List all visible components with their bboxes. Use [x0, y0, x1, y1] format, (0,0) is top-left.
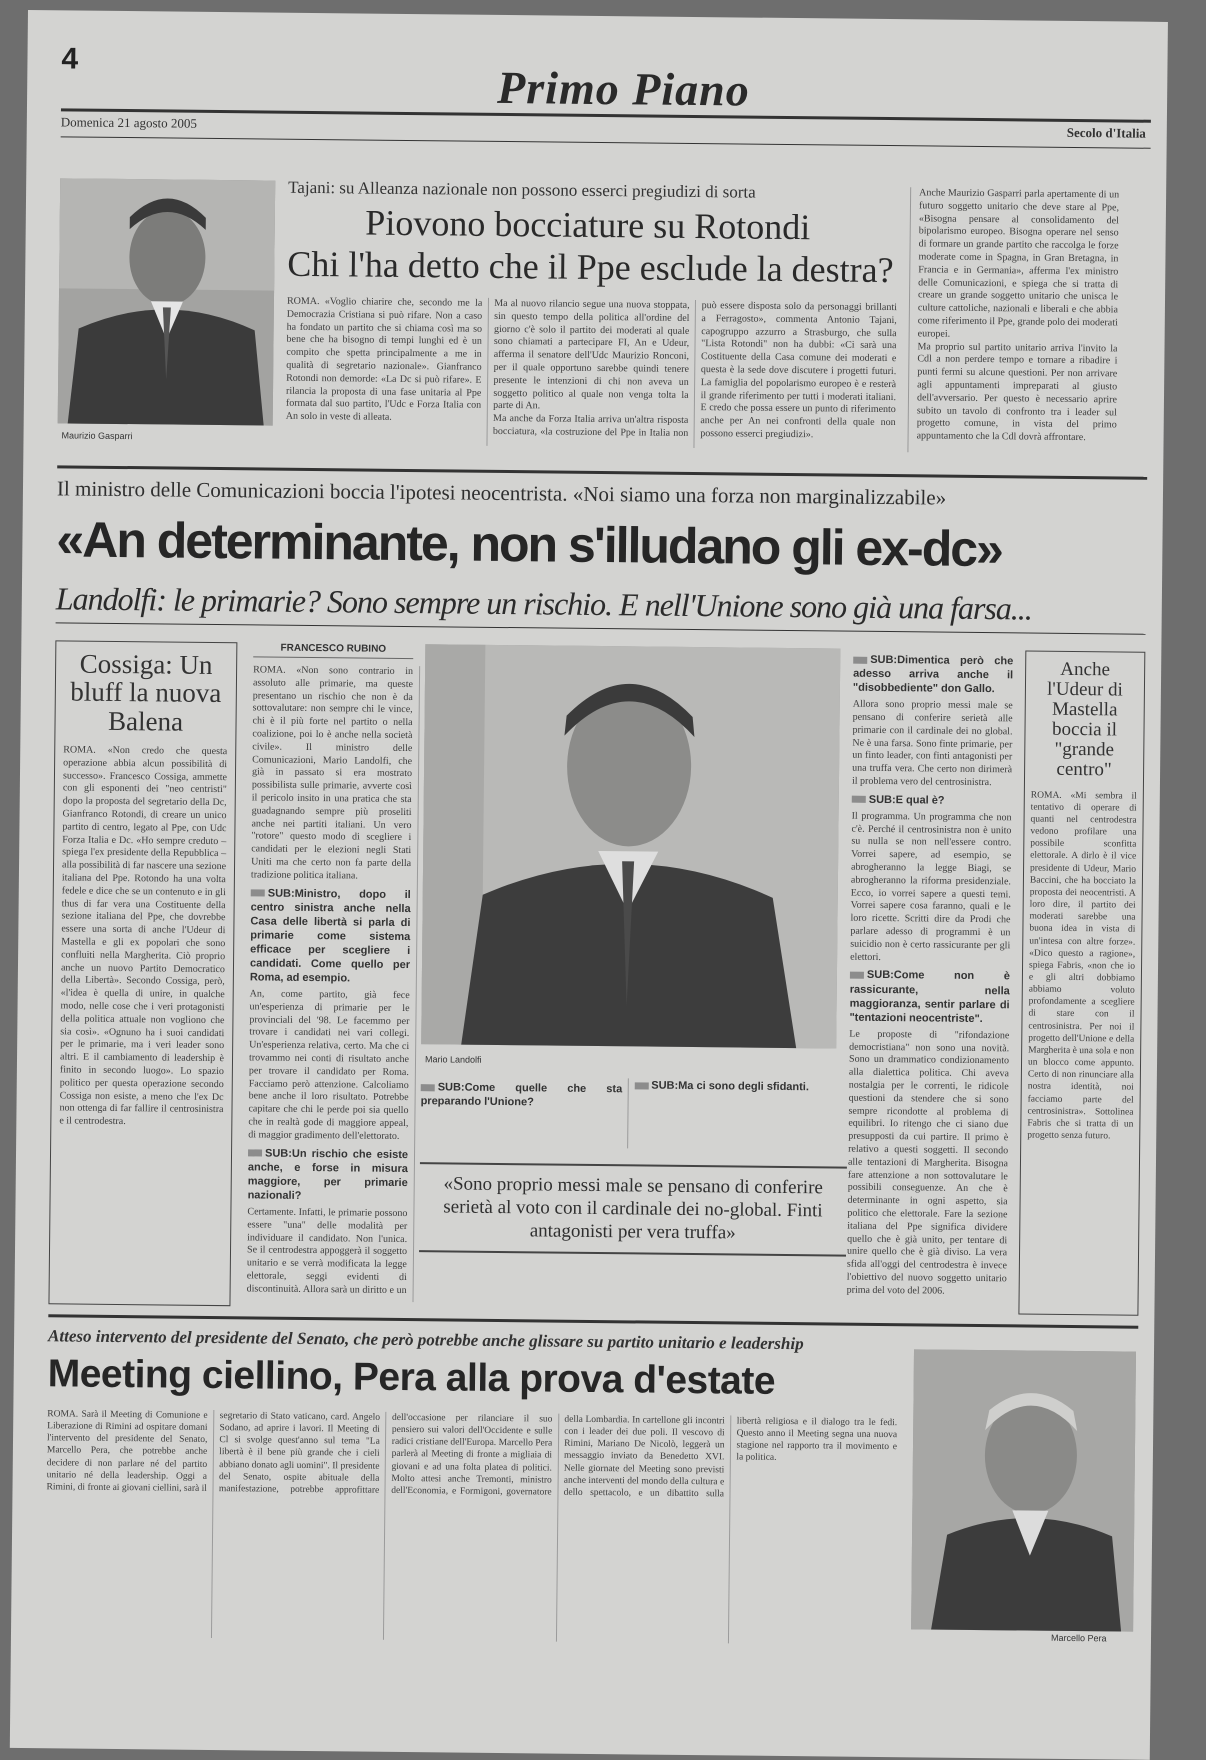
article2-paragraph: Le proposte di "rifondazione democristiana" non sono una novità. Sono un drammatico condizionamento alla dialettica politica. Chi aveva nostalgia per le correnti, le ridicole questioni da stendere che si sono sempre ricondotte al problema di equilibri. Io ritengo che ci siano due presupposti da cui partire. Il primo è relativo a questi soggetti. Il secondo alle tentazioni di Margherita. Bisogna fare attenzione a non sottovalutare le possibili conseguenze. An che è determinante in ogni aspetto, sia politico che elettorale. Fare la sezione italiana del Ppe significa dividere quello che è già unito, per tentare di unire quello che è già diviso. La vera sfida all'oggi del centrodestra è invece l'obiettivo del nuovo soggetto unitario prima del voto del 2006. [846, 1028, 1010, 1297]
header-rule-bottom [61, 136, 1151, 148]
cossiga-box-text: ROMA. «Non credo che questa operazione abbia alcun possibilità di successo». Francesco Cossiga, ammette con gli esponenti dei "neo centristi" dopo la proposta del segretario della Dc, Gianfranco Rotondi, di creare un unico partito di centro, legato al Ppe, con Udc Forza Italia e Dc. «Ho sempre creduto – spiega l'ex presidente della Repubblica – alla possibilità di far nascere una sezione italiana del Ppe. Rotondo ha una volta fedele e dice che se un contenuto e in gli thus di far vera una Costituente della sezione italiana del Ppe, che dovrebbe essere una sorta di anche l'Udeur di Mastella e gli ex popolari che sono confluiti nella Margherita. Ciò proprio anche un nuovo Partito Democratico della Libertà». Secondo Cossiga, però, «l'idea è quella di unire, in qualche modo, nelle cose che i veri protagonisti della politica attuale non vogliono che sia così». «Ognuno ha i suoi candidati per le primarie, ma i veri leader sono altri. E il cambiamento di leadership è finito in secondo luogo». Lo spazio politico per questa operazione secondo Cossiga non esiste, a meno che l'ex Dc non ottenga di far fallire il centrosinistra e il centrodestra. [59, 744, 228, 1128]
article1-headline-1: Piovono bocciature su Rotondi [365, 202, 811, 248]
article3-text: ROMA. Sarà il Meeting di Comunione e Liberazione di Rimini ad ospitare domani l'intervento del presidente del Senato, Marcello Pera, che potrebbe anche decidere di non parlare né del partito unitario né della leadership. Oggi a Rimini, di fronte ai giovani ciellini, sarà il segretario di Stato vaticano, card. Angelo Sodano, ad aprire i lavori. Il Meeting di Cl si svolge quest'anno sul tema "La libertà è il bene più grande che i cieli abbiano donato agli uomini". Il presidente del Senato, ospite abituale della manifestazione, potrebbe approfittare dell'occasione per rilanciare il suo pensiero sui valori dell'Occidente e sulle radici cristiane dell'Europa. Marcello Pera parlerà al Meeting di fronte a migliaia di giovani e ad una folta platea di politici. Molto attesi anche Tremonti, ministro dell'Economia, e Formigoni, governatore della Lombardia. In cartellone gli incontri con i leader dei due poli. Il vescovo di Rimini, Mariano De Nicolò, leggerà un messaggio inviato da Benedetto XVI. Nelle giornate del Meeting sono previsti anche interventi del mondo della cultura e dello spettacolo, e un dibattito sulla libertà religiosa e il dialogo tra le fedi. Questo anno il Meeting segna una nuova stagione nel rapporto tra il movimento e la politica. [46, 1409, 898, 1500]
article1-sidecol [907, 187, 1119, 454]
article2-question: SUB:Dimentica però che adesso arriva anche il "disobbediente" don Gallo. [852, 653, 1014, 696]
masthead-right: Secolo d'Italia [1066, 124, 1146, 141]
article3-body [45, 1408, 897, 1645]
article2-body-col2 [420, 1076, 836, 1150]
article2-body-col3 [418, 1306, 833, 1310]
gasparri-photo [58, 178, 276, 425]
cossiga-box [48, 640, 237, 1306]
article2-body-col4 [846, 649, 1013, 1311]
article2-byline: FRANCESCO RUBINO [253, 642, 413, 659]
page-date: Domenica 21 agosto 2005 [60, 114, 198, 131]
article2-paragraph: Il programma. Un programma che non c'è. Perché il centrosinistra non è unito su nulla se non nell'essere contro. Vorrei sapere, ad esempio, se abrogheranno la legge Biagi, se abrogheranno la riforma presidenziale. Ecco, io vorrei sapere a questi temi. Vorrei sapere cosa faranno, quali e le loro ricette. Scritti dire da Prodi che parlare adesso di programmi è un suicidio non è certo rassicurante per gli elettori. [850, 810, 1012, 963]
article2-paragraph: Certamente. Infatti, le primarie possono essere "una" delle modalità per individuare il candidato. Non l'unica. Se il centrodestra appoggerà il soggetto unitario e se verrà modificata la legge elettorale, seggi evidenti di discontinuità. Allora sarà un diritto e un [246, 1206, 408, 1296]
pull-quote-text: «Sono proprio messi male se pensano di conferire serietà al voto con il cardinale dei no-global. Finti antagonisti per vera truffa» [443, 1173, 824, 1244]
article1-paragraph: Ma al nuovo rilancio segue una nuova stoppata, sin questo tempo della politica all'ordine del giorno c'è solo il partito dei moderati al quale sono chiamati a partecipare FI, An e Udeur, afferma il senatore dell'Udc Maurizio Ronconi, per il quale opportuno sarebbe quindi tenere presente le intenzioni di chi non aveva un soggetto politico al quale non venga tolta la parte di An. [493, 297, 690, 412]
article1-paragraph: Ma proprio sul partito unitario arriva l'invito la Cdl a non perdere tempo e tornare a ribadire i punti fermi su alcune questioni. Per non arrivare agli appuntamenti impreparati al giusto dell'avversario. Per questo è necessario aprire subito un tavolo di confronto tra i leader sul progetto comune, in vista del primo appuntamento che la Cdl dovrà affrontare. [916, 340, 1118, 444]
article3-kicker: Atteso intervento del presidente del Senato, che però potrebbe anche glissare su partito unitario e leadership [48, 1326, 804, 1354]
pera-photo [911, 1349, 1136, 1631]
article2-question: SUB:Ministro, dopo il centro sinistra anche nella Casa delle libertà si parla di primarie come sistema efficace per scegliere i candidati. Come quello per Roma, ad esempio. [249, 887, 411, 985]
article2-kicker: Il ministro delle Comunicazioni boccia l'ipotesi neocentrista. «Noi siamo una forza non marginalizzabile» [56, 476, 947, 510]
udeur-box-text: ROMA. «Mi sembra il tentativo di operare di quanti nel centrodestra vedono profilare una possibile sconfitta elettorale. A dirlo è il vice presidente di Udeur, Mario Baccini, che ha bocciato la proposta dei neocentristi. A loro dire, il partito dei moderati sarebbe una buona idea in vista di un'intesa con altre forze». «Dico questo a ragione», spiega Fabris, «non che io e gli altri dobbiamo abbiamo voluto profondamente a scegliere di stare con il centrosinistra. Per noi il progetto dell'Unione e della Margherita è una sola e non un blocco come appunto. Certo di non rinunciare alla nostra identità, noi facciamo parte del centrosinistra». Sottolinea Fabris che si tratta di un progetto senza futuro. [1027, 790, 1137, 1142]
article1-paragraph: Ma anche da Forza Italia arriva un'altra risposta bocciatura, «la costruzione del Ppe in Italia non può essere disposta solo da personaggi brillanti a Ferragosto», commenta Antonio Tajani, capogruppo azzurro a Strasburgo, che sulla "Lista Rotondi" non ha dubbi: «Ci sarà una Costituente della Casa comune dei moderati e questa è la sede dove discutere i progetti futuri. La famiglia del popolarismo europeo è e resterà il grande riferimento per tutti i moderati italiani. E credo che possa essere un punto di riferimento anche per An nei confronti della quale non possono esserci pregiudizi». [492, 300, 897, 441]
pera-caption: Marcello Pera [1050, 1632, 1107, 1644]
article1-kicker: Tajani: su Alleanza nazionale non possono esserci pregiudizi di sorta [288, 177, 756, 202]
article2-question: SUB:Come non è rassicurante, nella maggioranza, sentir parlare di "tentazioni neocentriste". [849, 969, 1010, 1025]
page-number: 4 [61, 42, 79, 76]
article2-question: SUB:Un rischio che esiste anche, e forse in misura maggiore, per primarie nazionali? [247, 1147, 409, 1202]
article1-headline-2: Chi l'ha detto che il Ppe esclude la destra? [287, 243, 894, 291]
article2-question: SUB:E qual è? [852, 792, 1012, 808]
article1-body [285, 296, 897, 450]
gasparri-caption: Maurizio Gasparri [61, 430, 133, 442]
article2-subheadline: Landolfi: le primarie? Sono sempre un rischio. E nell'Unione sono già una farsa... [55, 580, 1033, 627]
article2-paragraph: An, come partito, già fece un'esperienza di primarie per le provinciali del '98. Le facemmo per trovare i candidati nei vari collegi. Un'esperienza relativa, certo. Ma che ci trovammo nei conti di risultato anche per trovare il candidato per Roma. Facciamo però attenzione. Calcoliamo bene anche il loro risultato. Potrebbe capitare che chi le perde poi sia quello che in realtà gode di maggiore appeal, di maggior gradimento dell'elettorato. [248, 988, 410, 1142]
newspaper-page [10, 10, 1168, 1760]
article2-headline: «An determinante, non s'illudano gli ex-dc» [56, 511, 1003, 578]
udeur-box-body [1019, 789, 1142, 1310]
landolfi-photo [421, 644, 840, 1048]
article1-paragraph: Anche Maurizio Gasparri parla apertamente di un futuro soggetto unitario che deve stare al Ppe, «Bisogna pensare al consolidamento del bipolarismo europeo. Bisogna operare nel senso di formare un grande partito che raccolga le forze moderate come in Spagna, in Gran Bretagna, in Francia e in Germania», afferma l'ex ministro delle Comunicazioni, e spiega che si tratta di creare un grande soggetto unitario che unisca le culture cattoliche, nazionali e liberali e che abbia come riferimento il Ppe, grande polo dei moderati europei. [917, 187, 1120, 340]
article2-body-col1 [246, 664, 413, 1302]
cossiga-box-title: Cossiga: Un bluff la nuova Balena [70, 648, 222, 737]
udeur-box [1018, 650, 1145, 1315]
udeur-box-title: Anche l'Udeur di Mastella boccia il "grande centro" [1046, 658, 1123, 781]
section-title: Primo Piano [496, 61, 750, 116]
article2-bottom-rule [48, 1314, 1138, 1328]
pull-quote [419, 1162, 847, 1256]
article2-question: SUB:Come quelle che sta preparando l'Unione? [420, 1081, 623, 1109]
article2-question: SUB:Ma ci sono degli sfidanti. [634, 1078, 836, 1094]
cossiga-box-body [50, 744, 235, 1266]
article3-headline: Meeting ciellino, Pera alla prova d'estate [47, 1352, 776, 1403]
article1-paragraph: ROMA. «Voglio chiarire che, secondo me la Democrazia Cristiana si può rifare. Non a caso ha fondato un partito che si chiama così ma so bene che ha bisogno di tempi lunghi ed è un compito che spetta principalmente a me in qualità di segretario nazionale». Gianfranco Rotondi non demorde: «La Dc si può rifare». E rilancia la proposta di una fase unitaria al Ppe formata dal suo partito, l'Udc e Forza Italia con An solo in veste di alleata. [285, 295, 483, 424]
landolfi-caption: Mario Landolfi [424, 1054, 482, 1065]
article2-paragraph: ROMA. «Non sono contrario in assoluto alle primarie, ma queste presentano un rischio che non è da sottovalutare: non sempre chi le vince, chi è il più forte nel partito o nella coalizione, poi lo è anche nella società civile». Il ministro delle Comunicazioni, Mario Landolfi, che già in passato si era mostrato possibilista sulle primarie, avverte così il pericolo insito in una pratica che sta guadagnando sempre più proseliti anche nei partiti italiani. Un vero "rotore" questo modo di scegliere i candidati per le elezioni negli Stati Uniti ma che certo non fa parte della tradizione politica italiana. [250, 664, 414, 882]
article2-paragraph: Allora sono proprio messi male se pensano di conferire serietà alle primarie con il cardinale dei no global. Ne è una farsa. Sono finte primarie, per un finto leader, con finti antagonisti per una truffa vera. Che certo non dirimerà il problema vero del centrosinistra. [851, 698, 1013, 789]
